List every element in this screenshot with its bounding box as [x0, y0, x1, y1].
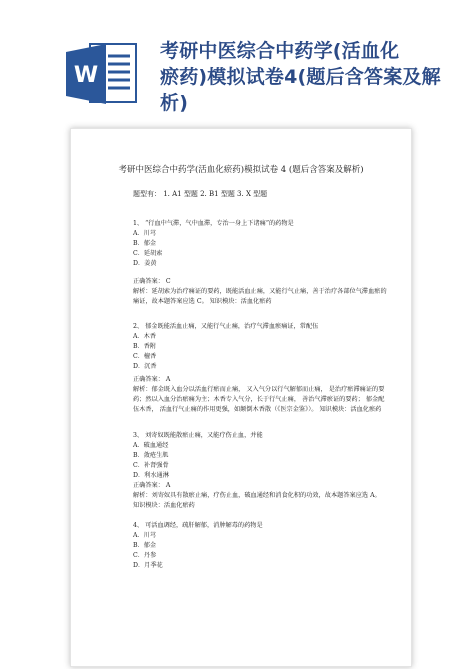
page-title — [160, 38, 465, 116]
answer-block-3 — [133, 481, 388, 511]
question-stem: 4、 可活血调经，疏肝解郁，消肿解毒的药物是 — [133, 522, 263, 529]
title-line-2: 瘀药)模拟试卷4(题后含答案及解析) — [160, 66, 441, 114]
option-d: D．沉香 — [133, 363, 157, 370]
option-d: D．利水通淋 — [133, 472, 169, 479]
answer-block-2 — [133, 375, 388, 415]
question-stem: 1、 “行血中气滞，气中血滞，专治一身上下诸痛”的药物是 — [133, 220, 294, 227]
option-c: C．延胡索 — [133, 250, 163, 257]
question-1 — [133, 219, 383, 269]
question-types: 题型有： 1. A1 型题 2. B1 型题 3. X 型题 — [133, 190, 268, 198]
option-b: B．敛疮生肌 — [133, 452, 169, 459]
option-b: B．郁金 — [133, 542, 157, 549]
question-3 — [133, 431, 383, 481]
option-b: B．郁金 — [133, 240, 157, 247]
option-b: B．香附 — [133, 343, 157, 350]
word-document-icon — [66, 42, 138, 106]
question-stem: 3、 刘寄奴既能散瘀止痛，又能疗伤止血，并能 — [133, 432, 263, 439]
question-2 — [133, 322, 383, 372]
answer: 正确答案： A — [133, 376, 171, 383]
explanation: 解析：刘寄奴具有散瘀止痛，疗伤止血，破血通经和消食化积的功效，故本题答案应选 A。 知识模块：活血化瘀药 — [133, 492, 381, 509]
option-a: A．川芎 — [133, 230, 157, 237]
question-stem: 2、 郁金既能活血止痛，又能行气止痛，治疗气滞血瘀痛证，常配伍 — [133, 323, 319, 330]
answer-block-1 — [133, 277, 388, 307]
option-d: D．月季花 — [133, 562, 163, 569]
answer: 正确答案： C — [133, 278, 171, 285]
option-c: C．补肾强骨 — [133, 462, 169, 469]
option-c: C．檀香 — [133, 353, 157, 360]
option-a: A．破血通经 — [133, 442, 169, 449]
option-d: D．姜黄 — [133, 260, 157, 267]
title-line-1: 考研中医综合中药学(活血化 — [160, 40, 400, 62]
question-4 — [133, 521, 383, 571]
option-a: A．木香 — [133, 333, 157, 340]
explanation: 解析：郁金既入血分以活血行瘀而止痛， 又入气分以行气解郁而止痛， 是治疗瘀滞痛证的要药；然以入血分治瘀痛为主；木香专入气分，长于行气止痛， 善治气滞瘀证的要药； 郁金配伍木香， 活血行气止痛的作用更强，如颠倒木香散（《医宗金鉴》）。 知识模块：活血化瘀药 — [133, 386, 385, 413]
document-header — [0, 0, 474, 120]
explanation: 解析：延胡索为治疗痛证的要药，既能活血止痛，又能行气止痛，善于治疗各部位气滞血瘀的痛证，故本题答案应选 C。 知识模块：活血化瘀药 — [133, 288, 387, 305]
document-page — [70, 128, 412, 667]
svg-text:W: W — [73, 63, 99, 88]
option-a: A．川芎 — [133, 532, 157, 539]
option-c: C．丹参 — [133, 552, 157, 559]
answer: 正确答案： A — [133, 482, 171, 489]
doc-title: 考研中医综合中药学(活血化瘀药)模拟试卷 4 (题后含答案及解析) — [118, 165, 364, 175]
